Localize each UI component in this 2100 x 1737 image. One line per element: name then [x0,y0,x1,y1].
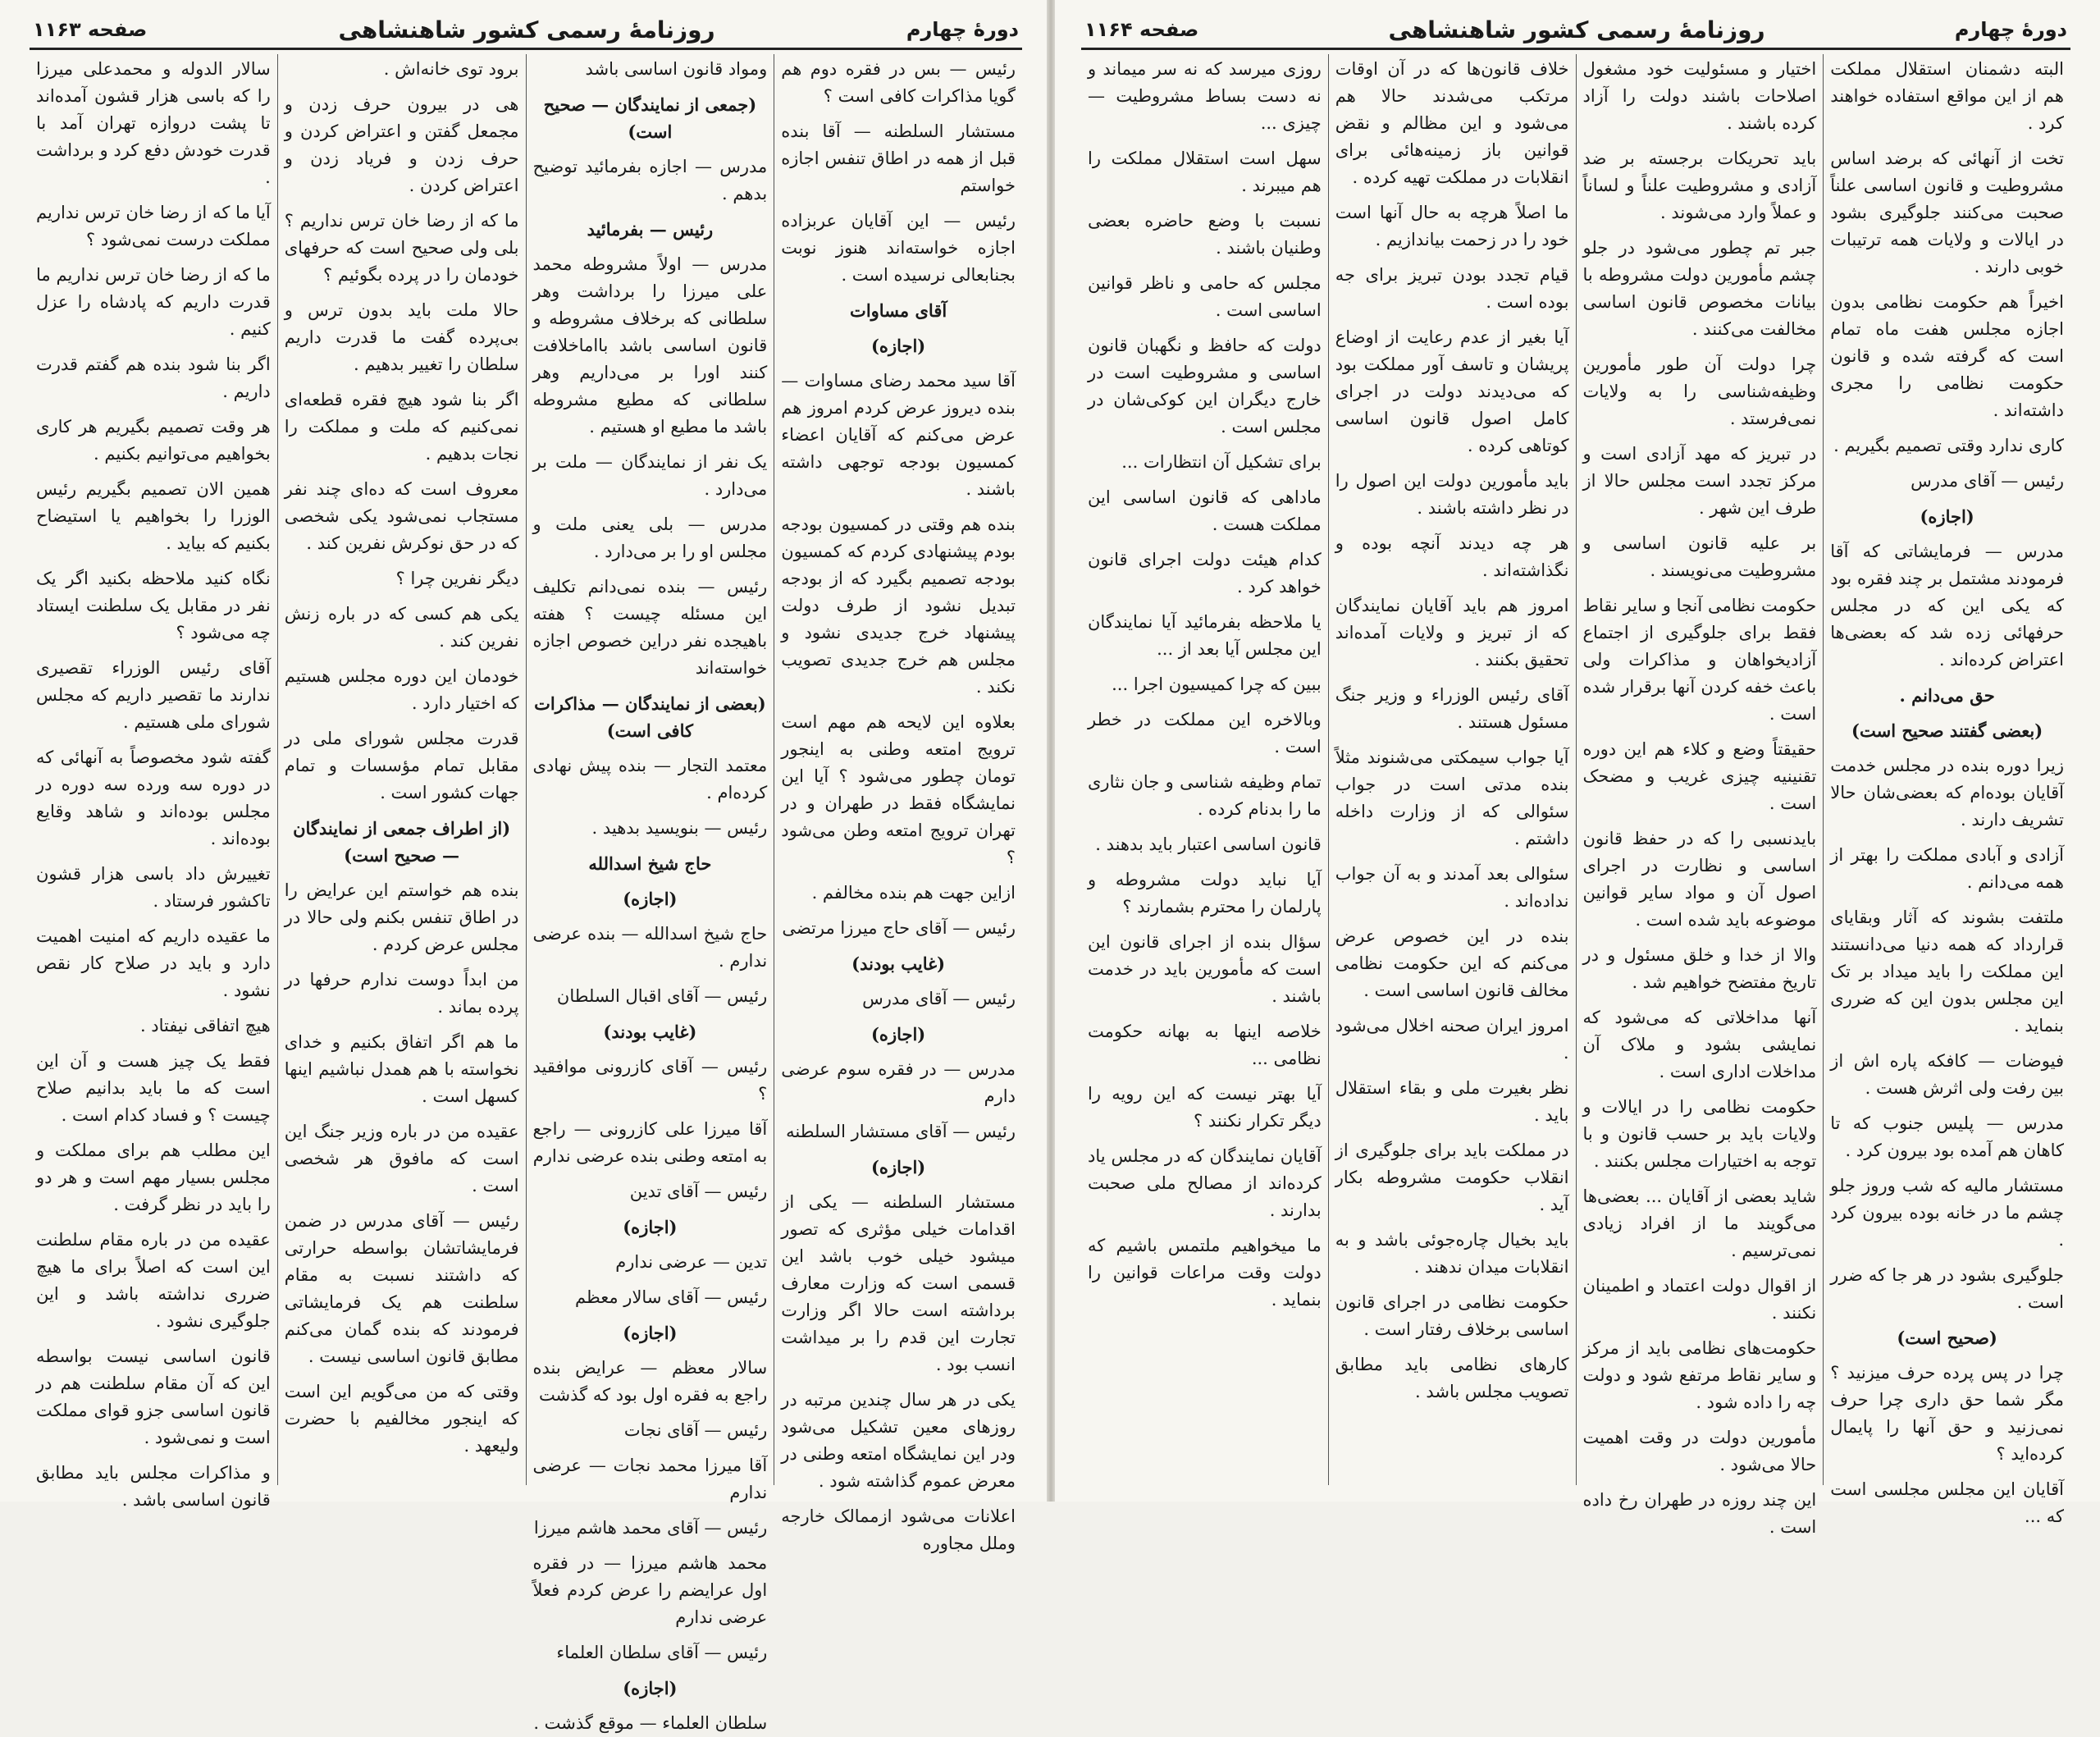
paragraph: یکی در هر سال چندین مرتبه در روزهای معین تشکیل می‌شود ودر این نمایشگاه امتعه وطنی در معرض عموم گذاشته شود . [781,1390,1016,1491]
paragraph: خلاف قانون‌ها که در آن اوقات مرتکب می‌شدند حالا هم می‌شود و این مظالم و نقض قوانین باز زمینه‌هائی برای انقلابات در مملکت تهیه کرده . [1335,59,1569,187]
left-page [0,0,1052,1733]
paragraph: سالار الدوله و محمدعلی میرزا را که باسی هزار قشون آمده‌اند تا پشت دروازه تهران آمد با قدرت خودش دفع کرد و برداشت . [36,59,271,187]
paragraph: اخیراً هم حکومت نظامی بدون اجازه مجلس هفت ماه تمام است که گرفته شده و قانون حکومت نظامی را مجری داشته‌اند . [1830,292,2064,420]
paragraph: آقای مساوات [850,300,947,321]
paragraph: و مذاکرات مجلس باید مطابق قانون اساسی باشد . [36,1463,271,1510]
left-newspaper-title: روزنامهٔ رسمی کشور شاهنشاهی [338,16,715,43]
right-issue-label: دورهٔ چهارم [1954,18,2067,41]
paragraph: شاید بعضی از آقایان ... بعضی‌ها می‌گویند ما از افراد زیادی نمی‌ترسیم . [1582,1186,1817,1260]
paragraph: حاج شیخ اسدالله — بنده عرضی ندارم . [532,924,768,971]
paragraph: سؤال بنده از اجرای قانون این است که مأمورین باید در خدمت باشند . [1088,932,1322,1006]
right-page-header [1084,11,2067,48]
paragraph: همین الان تصمیم بگیریم رئیس الوزرا را بخواهیم یا استیضاح بکنیم که بیاید . [36,479,271,553]
paragraph: رئیس — آقای مستشار السلطنه [786,1122,1016,1141]
paragraph: والا از خدا و خلق مسئول و در تاریخ مفتضح خواهیم شد . [1582,945,1817,992]
paragraph: مستشار السلطنه — یکی از اقدامات خیلی مؤثری که تصور میشود خیلی خوب باشد این قسمی است که وزارت معارف برداشته است حالا اگر وزارت تجارت این قدم را بر میداشت انسب بود . [781,1192,1016,1374]
paragraph: سئوالی بعد آمدند و به آن جواب نداده‌اند . [1335,864,1569,911]
paragraph: آقا میرزا علی کازرونی — راجع به امتعه وطنی بنده عرضی ندارم [532,1119,768,1166]
right-columns [1081,54,2070,1537]
paragraph: (اجازه) [1920,506,1974,527]
paragraph: یک نفر از نمایندگان — ملت بر می‌دارد . [532,452,768,499]
paragraph: حاج شیخ اسدالله [588,853,712,874]
paragraph: سهل است استقلال مملکت را هم میبرند . [1088,149,1322,195]
paragraph: (اجازه) [623,1217,678,1237]
paragraph: هر وقت تصمیم بگیریم هر کاری بخواهیم می‌توانیم بکنیم . [36,417,271,464]
paragraph: در مملکت باید برای جلوگیری از انقلاب حکومت مشروطه بکار آید . [1335,1140,1569,1214]
paragraph: بنده در این خصوص عرض می‌کنم که این حکومت نظامی مخالف قانون اساسی است . [1335,926,1569,1000]
paragraph: هی در بیرون حرف زدن و مجمعل گفتن و اعتراض کردن و حرف زدن و فریاد زدن و اعتراض کردن . [284,94,519,195]
paragraph: حق می‌دانم . [1899,685,1995,706]
paragraph: (اجازه) [871,336,926,356]
paragraph: جبر تم چطور می‌شود در جلو چشم مأمورین دولت مشروطه با بیانات مخصوص قانون اساسی مخالفت می‌کنند . [1582,238,1817,339]
paragraph: زیرا دوره بنده در مجلس خدمت آقایان بوده‌ام که بعضی‌شان حالا تشریف دارند . [1830,756,2064,830]
paragraph: حکومت‌های نظامی باید از مرکز و سایر نقاط مرتفع شود و دولت چه را داده شود . [1582,1338,1817,1412]
paragraph: رئیس — آقای سالار معظم [575,1287,768,1307]
paragraph: ومواد قانون اساسی باشد [585,59,768,79]
paragraph: مدرس — اجازه بفرمائید توضیح بدهم . [532,157,768,203]
paragraph: مدرس — اولاً مشروطه محمد علی میرزا را برداشت وهر سلطانی که برخلاف مشروطه و قانون اساسی باشد بااماخلافت کنند اورا بر می‌داریم وهر سلطانی که مطیع مشروطه باشد ما مطیع او هستیم . [532,254,768,437]
paragraph: رئیس — بفرمائید [587,219,714,240]
paragraph: بعلاوه این لایحه هم مهم است ترویج امتعه وطنی به اینجور تومان چطور می‌شود ؟ آیا این نمایشگاه فقط در طهران و در تهران ترویج امتعه وطن می‌شود ؟ [781,712,1016,867]
right-page-column [1576,54,1824,1537]
paragraph: اگر بنا شود هیچ فقره قطعه‌ای نمی‌کنیم که ملت و مملکت را نجات بدهیم . [284,390,519,464]
paragraph: این چند روزه در طهران رخ داده است . [1582,1490,1817,1537]
paragraph: نظر بغیرت ملی و بقاء استقلال باید . [1335,1078,1569,1125]
paragraph: (غایب بودند) [603,1022,697,1042]
paragraph: آیا بهتر نیست که این رویه را دیگر تکرار نکنند ؟ [1088,1084,1322,1131]
paragraph: فیوضات — کافکه پاره اش از بین رفت ولی اثرش هست . [1830,1051,2064,1098]
paragraph: ببین که چرا کمیسیون اجرا ... [1112,674,1322,694]
paragraph: مدرس — فرمایشاتی که آقا فرمودند مشتمل بر چند فقره بود که یکی این که در مجلس حرفهائی زده شد که بعضی‌ها اعتراض کرده‌اند . [1830,542,2064,670]
paragraph: روزی میرسد که نه سر میماند و نه دست بساط مشروطیت — چیزی ... [1088,59,1322,133]
right-page-number: صفحه ۱۱۶۴ [1084,18,1199,41]
paragraph: رئیس — آقای سلطان العلماء [556,1643,768,1662]
paragraph: یا ملاحظه بفرمائید آیا نمایندگان این مجلس آیا بعد از ... [1088,612,1322,659]
paragraph: اعلانات می‌شود ازممالک خارجه وملل مجاوره [781,1506,1016,1553]
paragraph: عقیده من در باره مقام سلطنت این است که اصلاً برای ما هیچ ضرری نداشته باشد و این جلوگیری نشود . [36,1230,271,1331]
paragraph: حکومت نظامی آنجا و سایر نقاط فقط برای جلوگیری از اجتماع آزادیخواهان و مذاکرات ولی باعث خفه کردن آنها برقرار شده است . [1582,596,1817,724]
paragraph: رئیس — آقای مدرس [862,989,1016,1008]
paragraph: فقط یک چیز هست و آن این است که ما باید بدانیم صلاح چیست ؟ و فساد کدام است . [36,1051,271,1125]
paragraph: (بعضی از نمایندگان — مذاکرات کافی است) [534,693,766,741]
paragraph: هر چه دیدند آنچه بوده و نگذاشته‌اند . [1335,533,1569,580]
paragraph: عقیده من در باره وزیر جنگ این است که مافوق هر شخصی است . [284,1122,519,1195]
paragraph: قیام تجدد بودن تبریز برای جه بوده است . [1335,265,1569,312]
paragraph: بر علیه قانون اساسی و مشروطیت می‌نویسند . [1582,533,1817,580]
paragraph: آقای رئیس الوزراء تقصیری ندارند ما تقصیر داریم که مجلس شورای ملی هستیم . [36,658,271,732]
paragraph: آقای رئیس الوزراء و وزیر جنگ مسئول هستند . [1335,685,1569,732]
paragraph: (بعضی گفتند صحیح است) [1851,720,2043,741]
paragraph: یکی هم کسی که در باره زنش نفرین کند . [284,604,519,651]
paragraph: رئیس — آقای اقبال السلطان [556,986,768,1006]
paragraph: آیا نباید دولت مشروطه و پارلمان را محترم بشمارند ؟ [1088,870,1322,916]
paragraph: جلوگیری بشود در هر جا که ضرر است . [1830,1265,2064,1312]
paragraph: حکومت نظامی را در ایالات و ولایات باید بر حسب قانون و با توجه به اختیارات مجلس بکنند . [1582,1097,1817,1171]
paragraph: آقایان نمایندگان که در مجلس یاد کرده‌اند از مصالح ملی صحبت بدارند . [1088,1146,1322,1220]
paragraph: آزادی و آبادی مملکت را بهتر از همه می‌دانم . [1830,845,2064,892]
paragraph: محمد هاشم میرزا — در فقره اول عرایضم را عرض کردم فعلاً عرضی ندارم [532,1553,768,1627]
paragraph: تدین — عرضی ندارم [615,1252,768,1272]
paragraph: مستشار مالیه که شب وروز جلو چشم ما در خانه بوده بیرون کرد . [1830,1176,2064,1250]
paragraph: (اجازه) [623,1323,678,1343]
paragraph: اگر بنا شود بنده هم گفتم قدرت داریم . [36,354,271,401]
paragraph: هیچ اتفاقی نیفتاد . [139,1016,271,1035]
paragraph: قانون اساسی نیست بواسطه این که آن مقام سلطنت هم در قانون اساسی جزو قوای مملکت است و نمی‌شود . [36,1346,271,1447]
paragraph: برای تشکیل آن انتظارات ... [1121,452,1322,472]
paragraph: رئیس — آقای نجات [623,1420,768,1440]
paragraph: دولت که حافظ و نگهبان قانون اساسی و مشروطیت است در خارج دیگران این کوکی‌شان در مجلس است . [1088,336,1322,437]
paragraph: (اجازه) [871,1024,926,1044]
paragraph: در تبریز که مهد آزادی است و مرکز تجدد است مجلس حالا از طرف این شهر . [1582,444,1817,518]
paragraph: وقتی که من می‌گویم این است که اینجور مخالفیم با حضرت ولیعهد . [284,1382,519,1456]
paragraph: (صحیح است) [1897,1328,1997,1348]
paragraph: وبالاخره این مملکت در خطر است . [1088,710,1322,757]
paragraph: مستشار السلطنه — آقا بنده قبل از همه در اطاق تنفس اجازه خواستم [781,121,1016,195]
left-page-header [33,11,1019,48]
paragraph: باید مأمورین دولت این اصول را در نظر داشته باشند . [1335,471,1569,518]
paragraph: رئیس — این آقایان عربزاده اجازه خواسته‌اند هنوز نوبت بجنابعالی نرسیده است . [781,211,1016,285]
paragraph: اختیار و مسئولیت خود مشغول اصلاحات باشند دولت را آزاد کرده باشند . [1582,59,1817,133]
paragraph: ما که از رضا خان ترس نداریم ما قدرت داریم که پادشاه را عزل کنیم . [36,265,271,339]
paragraph: بنده هم خواستم این عرایض را در اطاق تنفس بکنم ولی حالا در مجلس عرض کردم . [284,880,519,954]
right-page-column [1823,54,2070,1526]
paragraph: (از اطراف جمعی از نمایندگان — صحیح است) [293,818,511,866]
paragraph: تمام وظیفه شناسی و جان نثاری ما را بدنام کرده . [1088,772,1322,819]
paragraph: (اجازه) [871,1157,926,1177]
paragraph: ملتفت بشوند که آثار وبقایای قرارداد که همه دنیا می‌دانستند این مملکت را باید میداد بر تک این مجلس بدون این که ضرری بنماید . [1830,907,2064,1035]
left-header-rule [30,48,1022,50]
paragraph: ما که از رضا خان ترس نداریم ؟ بلی ولی صحیح است که حرفهای خودمان را در پرده بگوئیم ؟ [284,211,519,285]
paragraph: رئیس — آقای مدرس [1911,471,2064,491]
paragraph: چرا دولت آن طور مأمورین وظیفه‌شناسی را به ولایات نمی‌فرستد . [1582,354,1817,428]
paragraph: مأمورین دولت در وقت اهمیت حالا می‌شود . [1582,1428,1817,1474]
paragraph: رئیس — آقای کازرونی موافقید ؟ [532,1057,768,1104]
paragraph: این مطلب هم برای مملکت و مجلس بسیار مهم است و هر دو را باید در نظر گرفت . [36,1140,271,1214]
paragraph: تخت از آنهائی که برضد اساس مشروطیت و قانون اساسی علناً صحبت می‌کنند جلوگیری بشود در ایالات و ولایات همه ترتیبات خوبی دارند . [1830,149,2064,277]
paragraph: مدرس — پلیس جنوب که تا کاهان هم آمده بود بیرون کرد . [1830,1113,2064,1160]
paragraph: معتمد التجار — بنده پیش نهادی کرده‌ام . [532,756,768,802]
paragraph: برود توی خانه‌اش . [383,59,519,79]
paragraph: ما میخواهیم ملتمس باشیم که دولت وقت مراعات قوانین را بنماید . [1088,1236,1322,1310]
left-page-number: صفحه ۱۱۶۳ [33,18,148,41]
paragraph: نگاه کنید ملاحظه بکنید اگر یک نفر در مقابل یک سلطنت ایستاد چه می‌شود ؟ [36,569,271,642]
left-page-column [30,54,277,1510]
paragraph: کارهای نظامی باید مطابق تصویب مجلس باشد . [1335,1355,1569,1401]
paragraph: کدام هیئت دولت اجرای قانون خواهد کرد . [1088,550,1322,597]
left-page-column [526,54,774,1733]
paragraph: آیا ما که از رضا خان ترس نداریم مملکت درست نمی‌شود ؟ [36,203,271,249]
right-page-column [1081,54,1328,1485]
paragraph: کاری ندارد وقتی تصمیم بگیریم . [1833,436,2064,455]
paragraph: آیا جواب سیمکتی می‌شنوند مثلاً بنده مدتی است در جواب سئوالی که از وزارت داخله داشتم . [1335,747,1569,848]
paragraph: ما هم اگر اتفاق بکنیم و خدای نخواسته با هم همدل نباشیم اینها کسهل است . [284,1032,519,1106]
paragraph: آنها مداخلاتی که می‌شود که نمایشی بشود و ملاک آن مداخلات اداری است . [1582,1008,1817,1081]
paragraph: امروز ایران صحنه اخلال می‌شود . [1335,1016,1569,1063]
paragraph: آیا بغیر از عدم رعایت از اوضاع پریشان و تاسف آور مملکت بود که می‌دیدند دولت در اجرای کامل اصول قانون اساسی کوتاهی کرده . [1335,327,1569,455]
left-columns [30,54,1022,1733]
paragraph: گفته شود مخصوصاً به آنهائی که در دوره سه ورده سه دوره در مجلس بوده‌اند و شاهد وقایع بوده‌اند . [36,747,271,848]
paragraph: تغییرش داد باسی هزار قشون تاکشور فرستاد . [36,864,271,911]
paragraph: رئیس — آقای تدین [629,1182,768,1201]
paragraph: رئیس — آقای محمد هاشم میرزا [533,1518,768,1538]
paragraph: نسبت با وضع حاضره بعضی وطنیان باشند . [1088,211,1322,258]
paragraph: ماداهی که قانون اساسی این مملکت هست . [1088,487,1322,534]
paragraph: قدرت مجلس شورای ملی در مقابل تمام مؤسسات و تمام جهات کشور است . [284,729,519,802]
right-header-rule [1081,48,2070,50]
paragraph: ازاین جهت هم بنده مخالفم . [811,883,1016,903]
paragraph: حقیقتاً وضع و کلاء هم این دوره تقنینیه چیزی غریب و مضحک است . [1582,739,1817,813]
right-newspaper-title: روزنامهٔ رسمی کشور شاهنشاهی [1388,16,1765,43]
paragraph: رئیس — آقای مدرس در ضمن فرمایشاتشان بواسطه حرارتی که داشتند نسبت به مقام سلطنت هم یک فرمایشاتی فرمودند که بنده گمان می‌کنم مطابق قانون اساسی نیست . [284,1211,519,1366]
paragraph: مدرس — بلی یعنی ملت و مجلس او را بر می‌دارد . [532,514,768,561]
paragraph: البته دشمنان استقلال مملکت هم از این مواقع استفاده خواهند کرد . [1830,59,2064,133]
paragraph: حکومت نظامی در اجرای قانون اساسی برخلاف رفتار است . [1335,1292,1569,1339]
paragraph: دیگر نفرین چرا ؟ [395,569,519,588]
paragraph: خلاصه اینها به بهانه حکومت نظامی ... [1088,1022,1322,1068]
book-gutter [1047,0,1055,1502]
paragraph: بنده هم وقتی در کمسیون بودجه بودم پیشنهادی کردم که کمسیون بودجه تصمیم بگیرد که از بودجه تبدیل نشود از طرف دولت پیشنهاد خرج جدیدی نشود و مجلس هم خرج جدیدی تصویب نکند . [781,514,1016,697]
paragraph: مدرس — در فقره سوم عرضی دارم [781,1059,1016,1106]
paragraph: ما اصلاً هرچه به حال آنها است خود را در زحمت بیاندازیم . [1335,203,1569,249]
paragraph: آقا سید محمد رضای مساوات — بنده دیروز عرض کردم امروز هم عرض می‌کنم که آقایان اعضاء کمسیون بودجه توجهی داشته باشند . [781,371,1016,499]
paragraph: چرا در پس پرده حرف میزنید ؟ مگر شما حق داری چرا حرف نمی‌زنید و حق آنها را پایمال کرده‌اید ؟ [1830,1363,2064,1464]
paragraph: معروف است که ده‌ای چند نفر مستجاب نمی‌شود یکی شخصی که در حق نوکرش نفرین کند . [284,479,519,553]
paragraph: حالا ملت باید بدون ترس و بی‌پرده گفت ما قدرت داریم سلطان را تغییر بدهیم . [284,300,519,374]
paragraph: قانون اساسی اعتبار باید بدهند . [1095,834,1322,854]
paragraph: (غایب بودند) [851,953,946,974]
paragraph: از اقوال دولت اعتماد و اطمینان نکنند . [1582,1276,1817,1323]
paragraph: آقایان این مجلس مجلسی است که ... [1830,1479,2064,1526]
paragraph: سالار معظم — عرایض بنده راجع به فقره اول بود که گذشت [532,1358,768,1405]
paragraph: سلطان العلماء — موقع گذشت . [533,1713,768,1733]
paragraph: (اجازه) [623,889,678,909]
paragraph: آقا میرزا محمد نجات — عرضی ندارم [532,1456,768,1502]
paragraph: ما عقیده داریم که امنیت اهمیت دارد و باید در صلاح کار نقص نشود . [36,926,271,1000]
paragraph: (جمعی از نمایندگان — صحیح است) [543,94,757,142]
paragraph: امروز هم باید آقایان نمایندگان که از تبریز و ولایات آمده‌اند تحقیق بکنند . [1335,596,1569,670]
paragraph: مجلس که حامی و ناظر قوانین اساسی است . [1088,273,1322,320]
right-page-column [1328,54,1576,1485]
left-page-column [774,54,1022,1553]
paragraph: رئیس — آقای حاج میرزا مرتضی [782,918,1016,938]
paragraph: خودمان این دوره مجلس هستیم که اختیار دارد . [284,666,519,713]
paragraph: من ابداً دوست ندارم حرفها در پرده بماند . [284,970,519,1017]
paragraph: بایدنسبی را که در حفظ قانون اساسی و نظارت در اجرای اصول آن و مواد سایر قوانین موضوعه باید شده است . [1582,829,1817,930]
paragraph: رئیس — بنده نمی‌دانم تکلیف این مسئله چیست ؟ هفته باهیجده نفر دراین خصوص اجازه خواسته‌اند [532,577,768,678]
paragraph: باید بخیال چاره‌جوئی باشد و به انقلابات میدان ندهند . [1335,1230,1569,1277]
left-issue-label: دورهٔ چهارم [906,18,1019,41]
left-page-column [277,54,526,1485]
paragraph: رئیس — بس در فقره دوم هم گویا مذاکرات کافی است ؟ [781,59,1016,106]
paragraph: (اجازه) [623,1678,678,1698]
paragraph: باید تحریکات برجسته بر ضد آزادی و مشروطیت علناً و لساناً و عملاً وارد می‌شوند . [1582,149,1817,222]
right-page [1052,0,2100,1537]
paragraph: رئیس — بنویسید بدهید . [591,818,768,838]
